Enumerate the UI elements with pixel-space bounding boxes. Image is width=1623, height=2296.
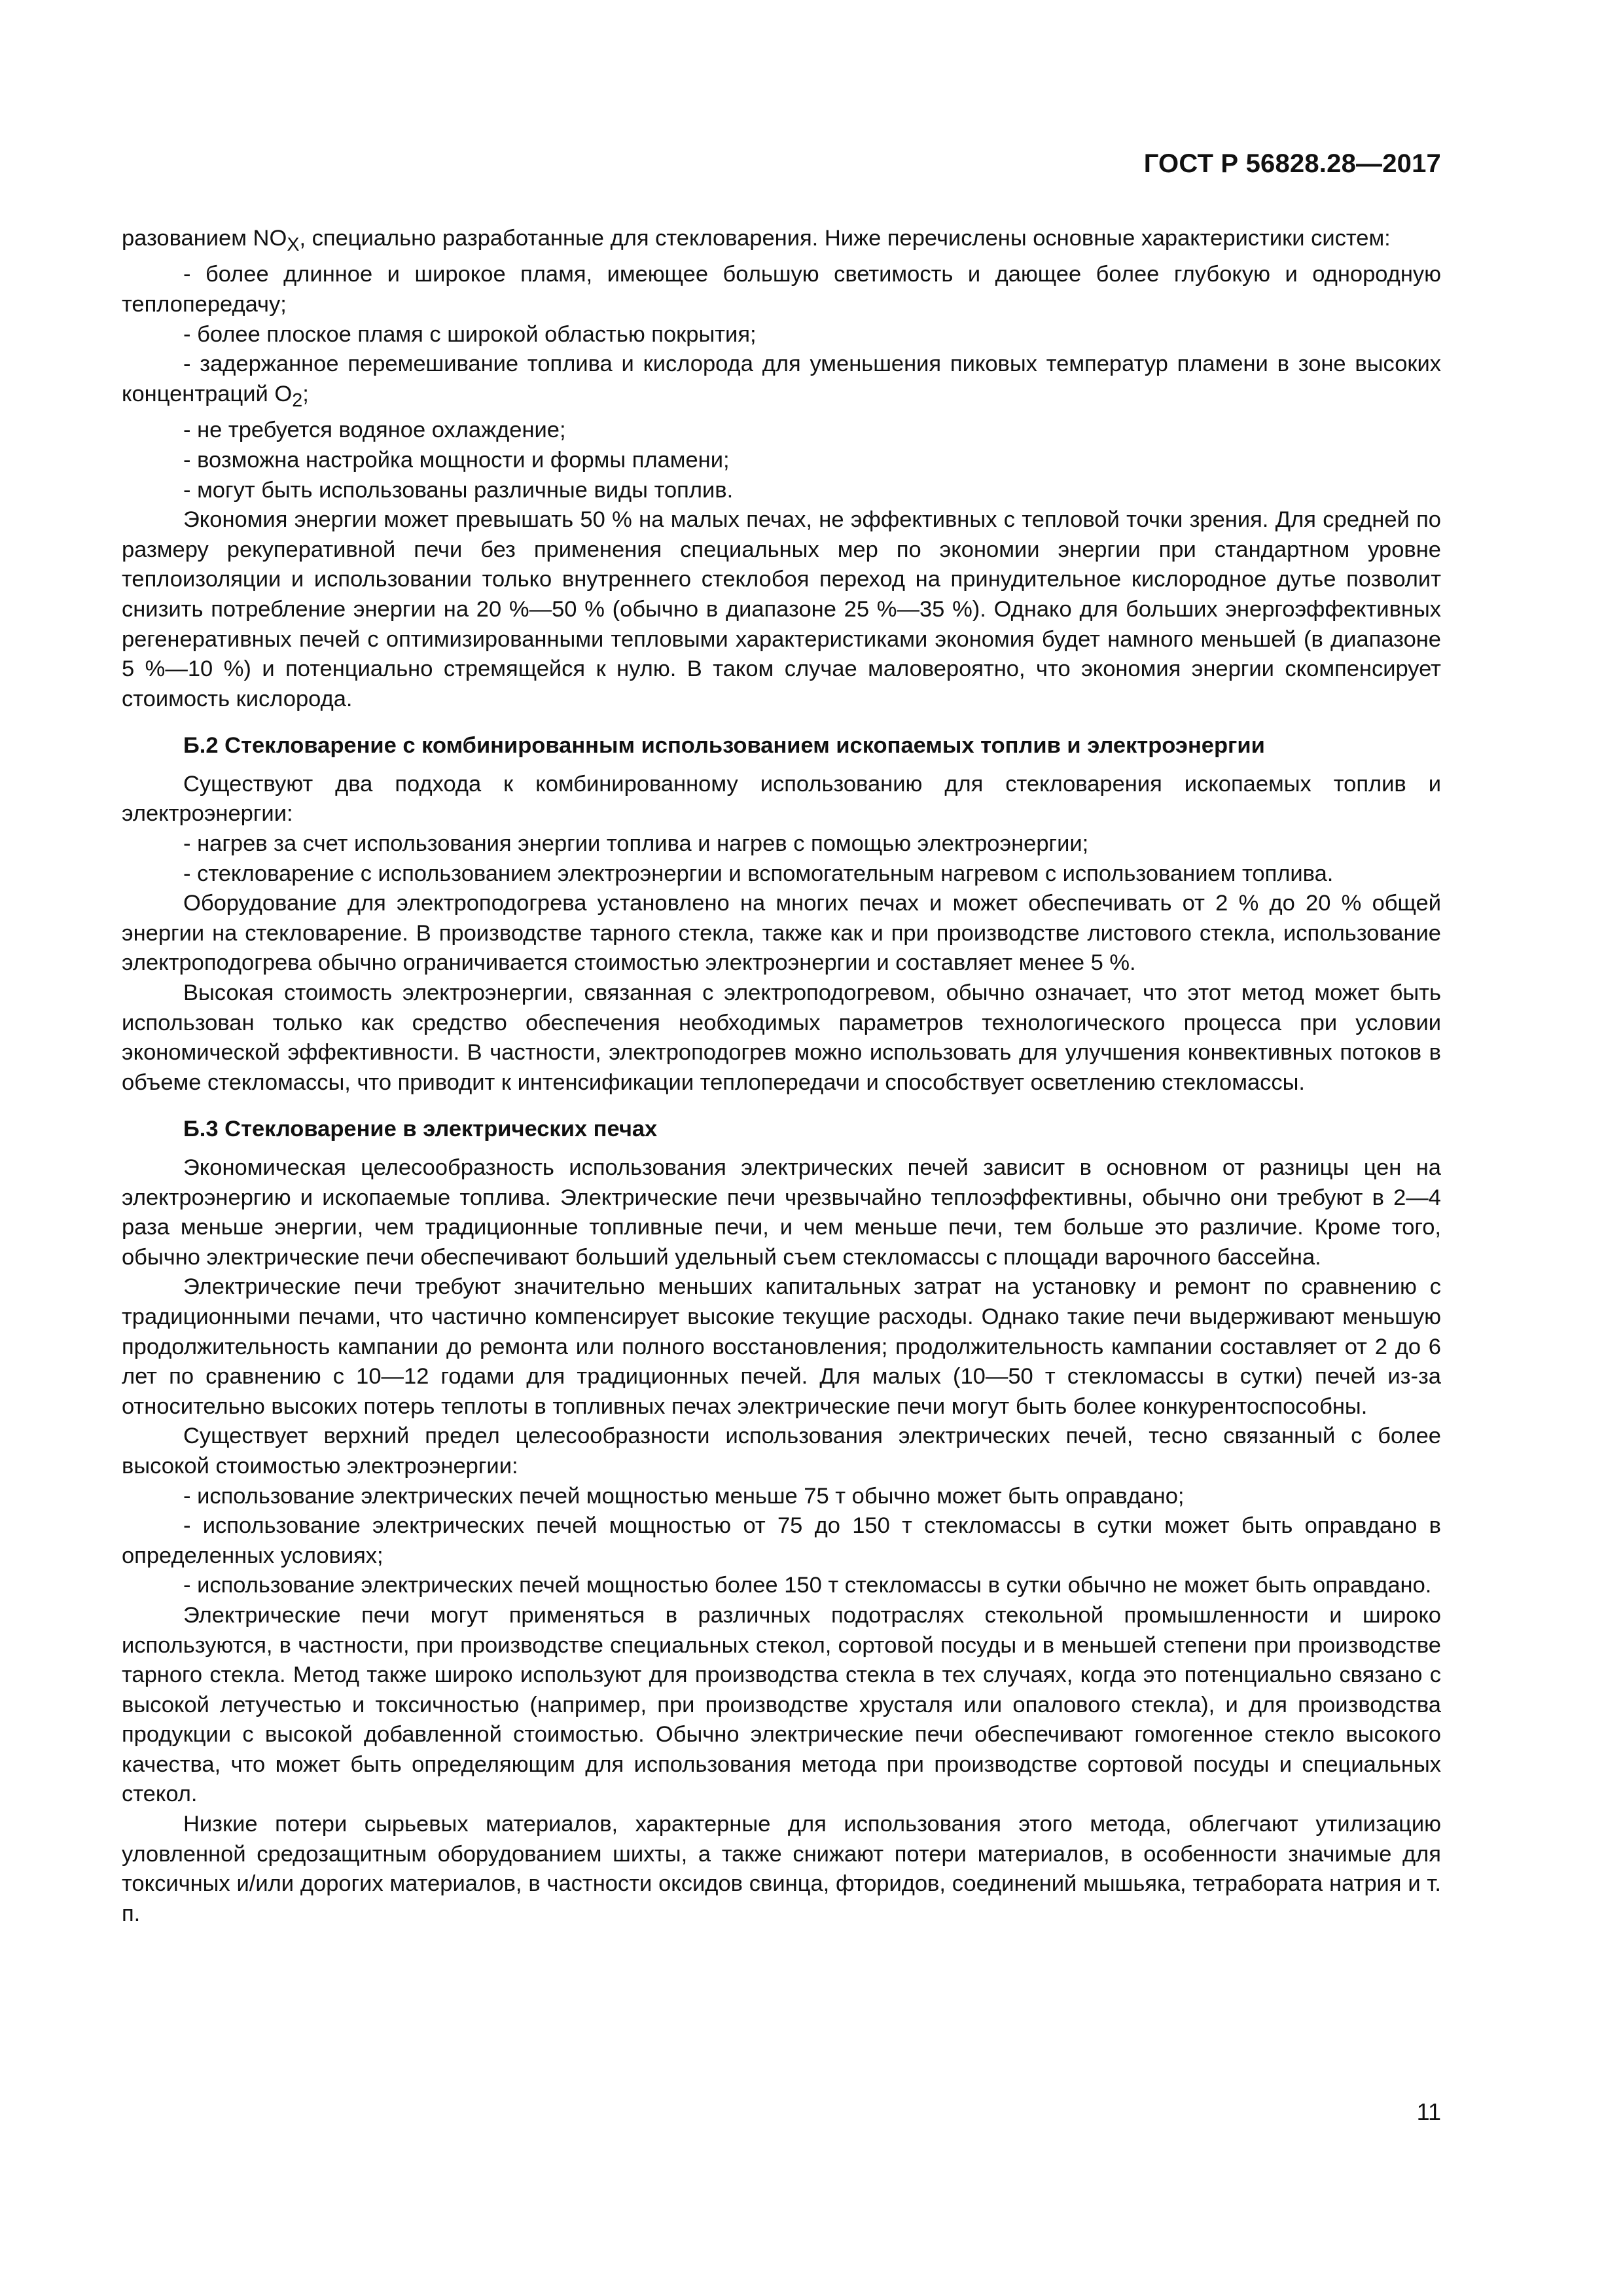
section-heading-b2: Б.2 Стекловарение с комбинированным использованием ископаемых топлив и электроэнергии [183,733,1265,759]
paragraph: Экономическая целесообразность использования электрических печей зависит в основном от разницы цен на электроэнергию и ископаемые топлива. Электрические печи чрезвычайно теплоэффективны, обычно они требуют в 2—4 раза меньше энергии, чем традиционные топливные печи, и чем меньше печи, тем больше это различие. Кроме того, обычно электрические печи обеспечивают больший удельный съем стекломассы с площади варочного бассейна. [122,1155,1441,1270]
item3-subscript: 2 [292,389,303,411]
list-item: - не требуется водяное охлаждение; [183,418,566,443]
paragraph: Низкие потери сырьевых материалов, характерные для использования этого метода, облегчают утилизацию уловленной средозащитным оборудованием шихты, а также снижают потери материалов, в особенности значимые для токсичных и/или дорогих материалов, в частности оксидов свинца, фторидов, соединений мышьяка, тетрабората натрия и т. п. [122,1812,1441,1926]
paragraph: Электрические печи требуют значительно меньших капитальных затрат на установку и ремонт по сравнению с традиционными печами, что частично компенсирует высокие текущие расходы. Однако такие печи выдерживают меньшую продолжительность кампании до ремонта или полного восстановления; продолжительность кампании составляет от 2 до 6 лет по сравнению с 10—12 годами для традиционных печей. Для малых (10—50 т стекломассы в сутки) печей из-за относительно высоких потерь теплоты в топливных печах электрические печи могут быть более конкурентоспособны. [122,1274,1441,1419]
page-number: 11 [1416,2098,1441,2125]
list-item: - использование электрических печей мощностью меньше 75 т обычно может быть оправдано; [183,1483,1185,1509]
list-item: - использование электрических печей мощностью более 150 т стекломассы в сутки обычно не может быть оправдано. [183,1573,1432,1598]
paragraph: Существует верхний предел целесообразности использования электрических печей, тесно связанный с более высокой стоимостью электроэнергии: [122,1424,1441,1479]
intro-text-before-sub: разованием NO [122,226,287,251]
list-item: - нагрев за счет использования энергии топлива и нагрев с помощью электроэнергии; [183,831,1089,857]
paragraph: Экономия энергии может превышать 50 % на малых печах, не эффективных с тепловой точки зрения. Для средней по размеру рекуперативной печи без применения специальных мер по экономии энергии при стандартном уровне теплоизоляции и использовании только внутреннего стеклобоя переход на принудительное кислородное дутье позволит снизить потребление энергии на 20 %—50 % (обычно в диапазоне 25 %—35 %). Однако для больших энергоэффективных регенеративных печей с оптимизированными тепловыми характеристиками экономия будет намного меньшей (в диапазоне 5 %—10 %) и потенциально стремящейся к нулю. В таком случае маловероятно, что экономия энергии скомпенсирует стоимость кислорода. [122,507,1441,711]
paragraph: Высокая стоимость электроэнергии, связанная с электроподогревом, обычно означает, что этот метод может быть использован только как средство обеспечения необходимых параметров технологического процесса при условии экономической эффективности. В частности, электроподогрев можно использовать для улучшения конвективных потоков в объеме стекломассы, что приводит к интенсификации теплопередачи и способствует осветлению стекломассы. [122,980,1441,1095]
item3-text-after-sub: ; [302,381,309,406]
intro-text-after-sub: , специально разработанные для стекловарения. Ниже перечислены основные характеристики систем: [299,226,1391,251]
document-header: ГОСТ Р 56828.28—2017 [1143,149,1441,178]
intro-subscript: X [287,234,300,255]
section-heading-b3: Б.3 Стекловарение в электрических печах [183,1117,658,1142]
list-item [122,350,1441,416]
page-content [122,224,1441,1929]
section-b1-intro [122,224,1441,260]
paragraph: Существуют два подхода к комбинированному использованию для стекловарения ископаемых топлив и электроэнергии: [122,771,1441,827]
paragraph: Оборудование для электроподогрева установлено на многих печах и может обеспечивать от 2 % до 20 % общей энергии на стекловарение. В производстве тарного стекла, также как и при производстве листового стекла, использование электроподогрева обычно ограничивается стоимостью электроэнергии и составляет менее 5 %. [122,891,1441,976]
list-item: - стекловарение с использованием электроэнергии и вспомогательным нагревом с использованием топлива. [183,861,1334,886]
list-item: - более длинное и широкое пламя, имеющее большую светимость и дающее более глубокую и однородную теплопередачу; [122,262,1441,317]
list-item: - возможна настройка мощности и формы пламени; [183,447,730,473]
list-item: - более плоское пламя с широкой областью покрытия; [183,321,757,347]
list-item: - могут быть использованы различные виды топлив. [183,477,734,503]
list-item: - использование электрических печей мощностью от 75 до 150 т стекломассы в сутки может быть оправдано в определенных условиях; [122,1513,1441,1568]
item3-text-before-sub: - задержанное перемешивание топлива и кислорода для уменьшения пиковых температур пламени в зоне высоких концентраций O [122,351,1441,406]
paragraph: Электрические печи могут применяться в различных подотраслях стекольной промышленности и широко используются, в частности, при производстве специальных стекол, сортовой посуды и в меньшей степени при производстве тарного стекла. Метод также широко используют для производства стекла в тех случаях, когда это потенциально связано с высокой летучестью и токсичностью (например, при производстве хрусталя или опалового стекла), и для производства продукции с высокой добавленной стоимостью. Обычно электрические печи обеспечивают гомогенное стекло высокого качества, что может быть определяющим для использования метода при производстве сортовой посуды и специальных стекол. [122,1602,1441,1807]
